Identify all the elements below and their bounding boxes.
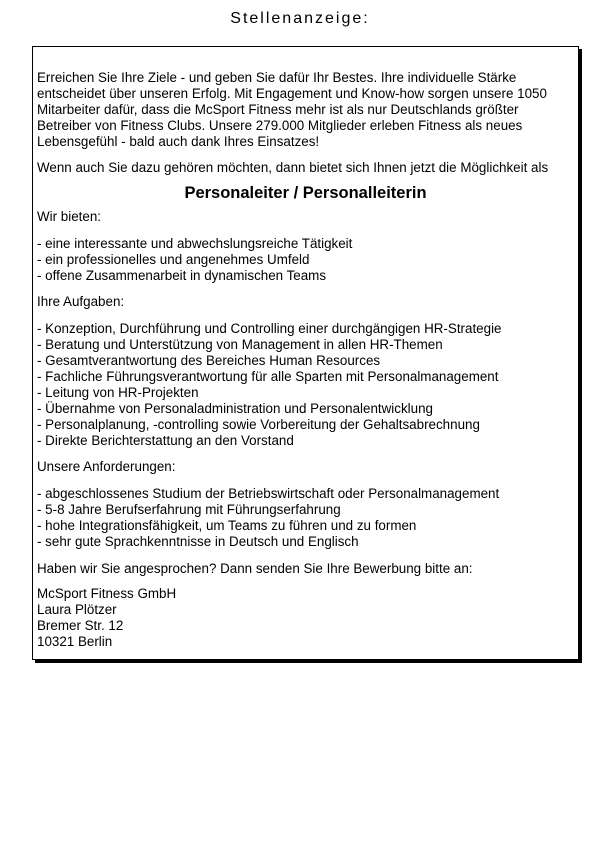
offers-heading: Wir bieten: [37, 209, 101, 224]
list-item: - Fachliche Führungsverantwortung für alle Sparten mit Personalmanagement [37, 369, 499, 384]
list-item: - Leitung von HR-Projekten [37, 385, 199, 400]
address-street: Bremer Str. 12 [37, 618, 124, 633]
list-item: - abgeschlossenes Studium der Betriebswirtschaft oder Personalmanagement [37, 486, 500, 501]
requirements-list [37, 486, 574, 550]
list-item: - Konzeption, Durchführung und Controlling einer durchgängigen HR-Strategie [37, 321, 502, 336]
list-item: - Beratung und Unterstützung von Management in allen HR-Themen [37, 337, 443, 352]
closing-sentence: Haben wir Sie angesprochen? Dann senden Sie Ihre Bewerbung bitte an: [37, 561, 473, 576]
address-contact: Laura Plötzer [37, 602, 117, 617]
list-item: - Direkte Berichterstattung an den Vorstand [37, 433, 294, 448]
list-item: - hohe Integrationsfähigkeit, um Teams zu führen und zu formen [37, 518, 417, 533]
list-item: - Personalplanung, -controlling sowie Vorbereitung der Gehaltsabrechnung [37, 417, 480, 432]
list-item: - ein professionelles und angenehmes Umfeld [37, 252, 310, 267]
list-item: - offene Zusammenarbeit in dynamischen Teams [37, 268, 327, 283]
list-item: - eine interessante und abwechslungsreiche Tätigkeit [37, 236, 353, 251]
page-title: Stellenanzeige: [230, 10, 370, 27]
list-item: - Übernahme von Personaladministration und Personalentwicklung [37, 401, 433, 416]
tasks-list [37, 321, 574, 449]
job-ad-box [32, 46, 579, 660]
requirements-heading: Unsere Anforderungen: [37, 459, 176, 474]
list-item: - sehr gute Sprachkenntnisse in Deutsch und Englisch [37, 534, 359, 549]
intro-paragraph: Erreichen Sie Ihre Ziele - und geben Sie dafür Ihr Bestes. Ihre individuelle Stärke entscheidet über unseren Erfolg. Mit Engagement und Know-how sorgen unsere 1050 Mitarbeiter dafür, dass die McSport Fitness mehr ist als nur Deutschlands größter Betreiber von Fitness Clubs. Unsere 279.000 Mitglieder erleben Fitness als neues Lebensgefühl - bald auch dank Ihres Einsatzes! [37, 70, 547, 149]
offers-list [37, 236, 574, 284]
contact-address [37, 586, 574, 650]
address-company: McSport Fitness GmbH [37, 586, 177, 601]
job-title: Personaleiter / Personalleiterin [184, 184, 427, 202]
address-city: 10321 Berlin [37, 634, 113, 649]
tasks-heading: Ihre Aufgaben: [37, 294, 125, 309]
list-item: - Gesamtverantwortung des Bereiches Human Resources [37, 353, 381, 368]
list-item: - 5-8 Jahre Berufserfahrung mit Führungserfahrung [37, 502, 341, 517]
lead-sentence: Wenn auch Sie dazu gehören möchten, dann bietet sich Ihnen jetzt die Möglichkeit als [37, 160, 549, 175]
